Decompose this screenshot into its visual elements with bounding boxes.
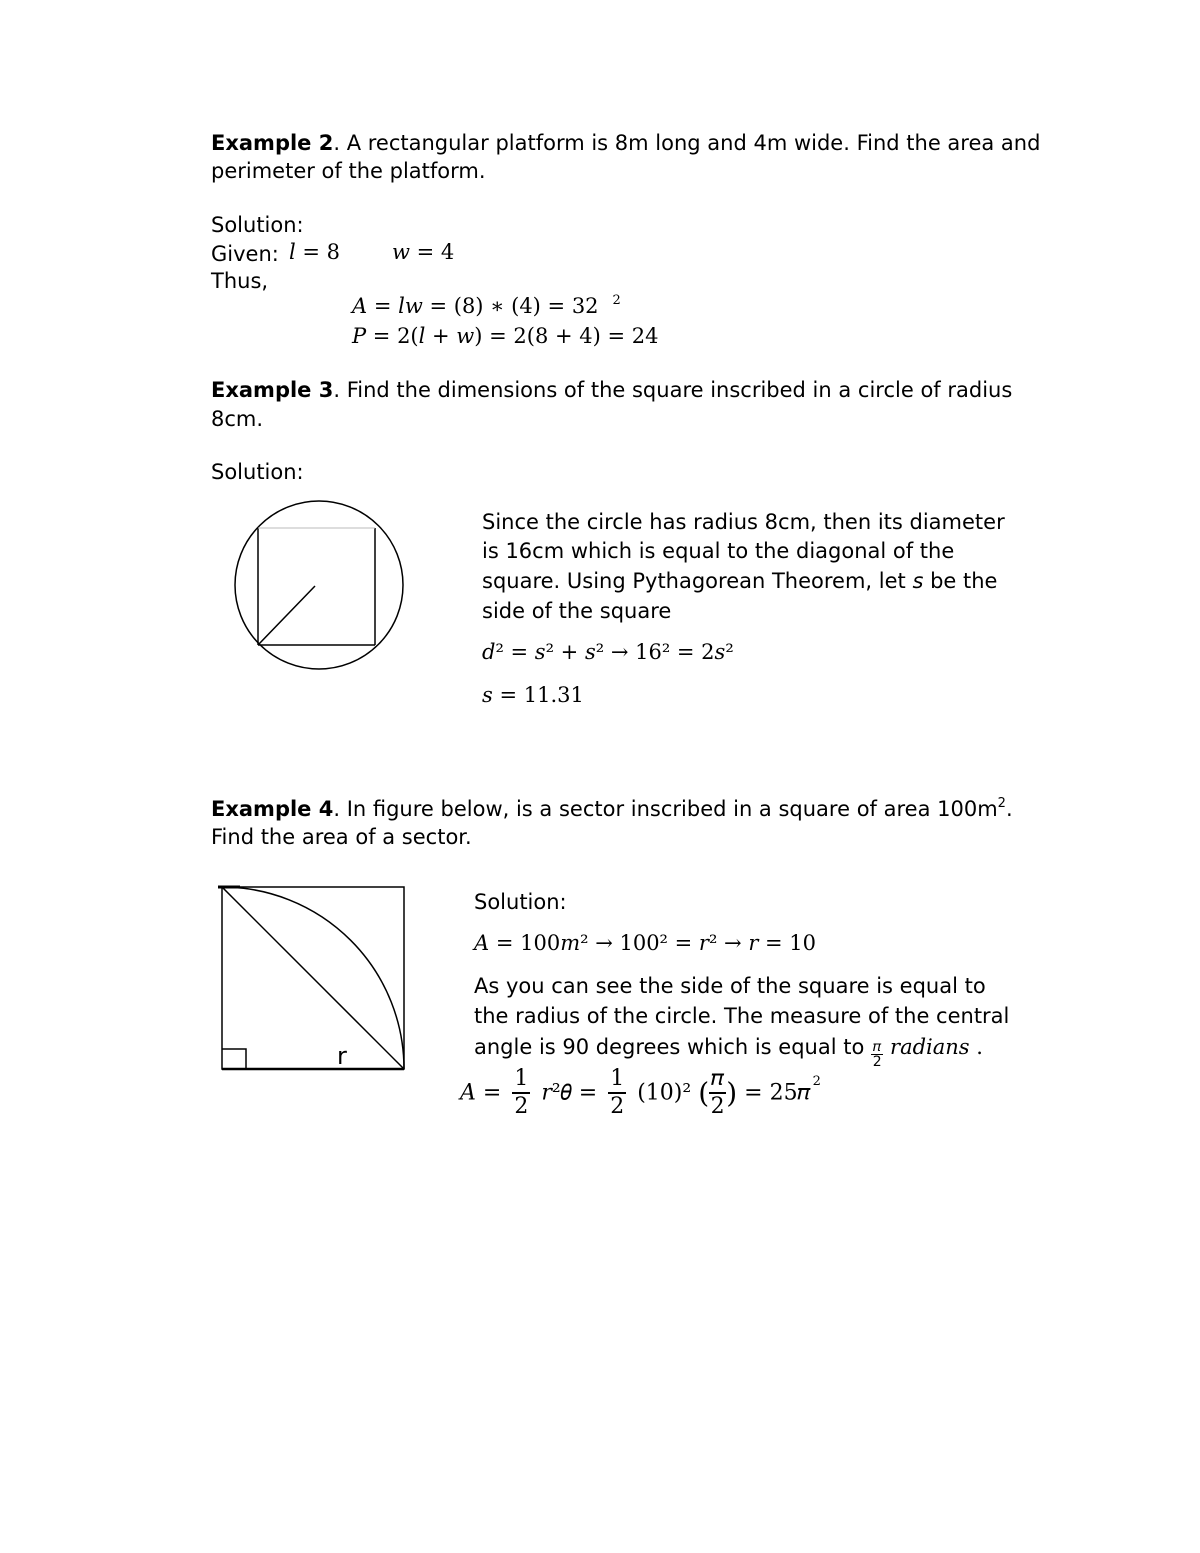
example2-eq-perimeter: 𝑃 = 2(𝑙 + 𝑤) = 2(8 + 4) = 24 xyxy=(352,324,659,348)
example2-solution-label: Solution: xyxy=(211,213,304,237)
example3-eq1: 𝑑² = 𝑠² + 𝑠² → 16² = 2𝑠² xyxy=(482,640,734,664)
example3-para-line3 xyxy=(482,567,997,595)
circle-inscribed-square-figure xyxy=(225,495,415,677)
eq2-mid2: (10)² xyxy=(637,1080,692,1106)
example3-para-line3-a: square. Using Pythagorean Theorem, let xyxy=(482,569,913,593)
example3-para-line4: side of the square xyxy=(482,599,672,623)
eq2-frac2-den: 2 xyxy=(610,1094,625,1119)
example3-text-line1: . Find the dimensions of the square inscribed in a circle of radius xyxy=(333,378,1013,402)
eq2-end: = 25𝜋 xyxy=(744,1080,811,1106)
example4-text-line1: . In figure below, is a sector inscribed in a square of area 100m xyxy=(333,797,998,821)
example4-text-line2: Find the area of a sector. xyxy=(211,825,472,849)
example2-given-w: 𝑤 = 4 xyxy=(392,240,455,264)
example2-given-label: Given: xyxy=(211,242,279,266)
example3-para-line1: Since the circle has radius 8cm, then its diameter xyxy=(482,510,1005,534)
example3-solution-label: Solution: xyxy=(211,460,304,484)
frac-numerator: 𝜋 xyxy=(873,1039,882,1055)
eq2-frac1-den: 2 xyxy=(514,1094,529,1119)
eq2-mid1: 𝑟²𝜃 = xyxy=(541,1080,598,1106)
eq2-open-paren: ( xyxy=(698,1076,710,1110)
pi-over-2-fraction xyxy=(871,1040,883,1069)
example3-eq2: 𝑠 = 11.31 xyxy=(482,683,584,707)
example3-text-line2: 8cm. xyxy=(211,407,264,431)
sector-chord xyxy=(222,887,404,1069)
example4-label: Example 4 xyxy=(211,797,334,821)
eq2-close-paren: ) xyxy=(726,1076,738,1110)
example2-eq-area-text: 𝐴 = 𝑙𝑤 = (8) ∗ (4) = 32 xyxy=(352,294,599,318)
example2-eq-area-sup: 2 xyxy=(612,293,621,308)
example3-label: Example 3 xyxy=(211,378,334,402)
example3-para-line3-var: s xyxy=(912,569,924,593)
example4-eq2 xyxy=(460,1066,821,1120)
example4-text-sup: 2 xyxy=(997,796,1006,811)
example4-solution-label: Solution: xyxy=(474,890,567,914)
example2-thus-label: Thus, xyxy=(211,269,269,293)
eq2-frac2 xyxy=(608,1066,626,1120)
example2-text-line2: perimeter of the platform. xyxy=(211,159,486,183)
example4-para-line3-end: 𝑟𝑎𝑑𝑖𝑎𝑛𝑠 . xyxy=(890,1035,983,1059)
example2-label: Example 2 xyxy=(211,131,334,155)
radius-line xyxy=(258,586,315,645)
example4-eq1: 𝐴 = 100𝑚² → 100² = 𝑟² → 𝑟 = 10 xyxy=(474,931,817,955)
example3-para-line2: is 16cm which is equal to the diagonal of the xyxy=(482,539,955,563)
example4-para-line3 xyxy=(474,1033,983,1069)
example4-text-end: . xyxy=(1005,797,1013,821)
example2-eq-area xyxy=(352,294,621,318)
eq2-frac3-num: 𝜋 xyxy=(709,1066,726,1094)
example3-heading xyxy=(211,376,1012,404)
example4-para-line1: As you can see the side of the square is equal to xyxy=(474,974,986,998)
eq2-frac1 xyxy=(512,1066,530,1120)
right-angle-mark xyxy=(222,1049,246,1069)
example3-para-line3-b: be the xyxy=(923,569,998,593)
eq2-frac3-den: 2 xyxy=(710,1094,725,1119)
example2-given-l: 𝑙 = 8 xyxy=(289,240,341,264)
example4-para-line2: the radius of the circle. The measure of the central xyxy=(474,1004,1010,1028)
eq2-frac2-num: 1 xyxy=(608,1066,626,1094)
radius-label: r xyxy=(337,1042,347,1070)
eq2-frac1-num: 1 xyxy=(512,1066,530,1094)
frac-denominator: 2 xyxy=(872,1054,882,1070)
eq2-lhs: 𝐴 = xyxy=(460,1080,502,1106)
example2-text-line1: . A rectangular platform is 8m long and 4m wide. Find the area and xyxy=(333,131,1041,155)
eq2-sup: 2 xyxy=(812,1073,821,1089)
sector-in-square-figure xyxy=(210,880,410,1076)
eq2-frac3 xyxy=(709,1066,726,1120)
example4-para-line3-text: angle is 90 degrees which is equal to xyxy=(474,1035,865,1059)
example2-heading xyxy=(211,129,1040,157)
